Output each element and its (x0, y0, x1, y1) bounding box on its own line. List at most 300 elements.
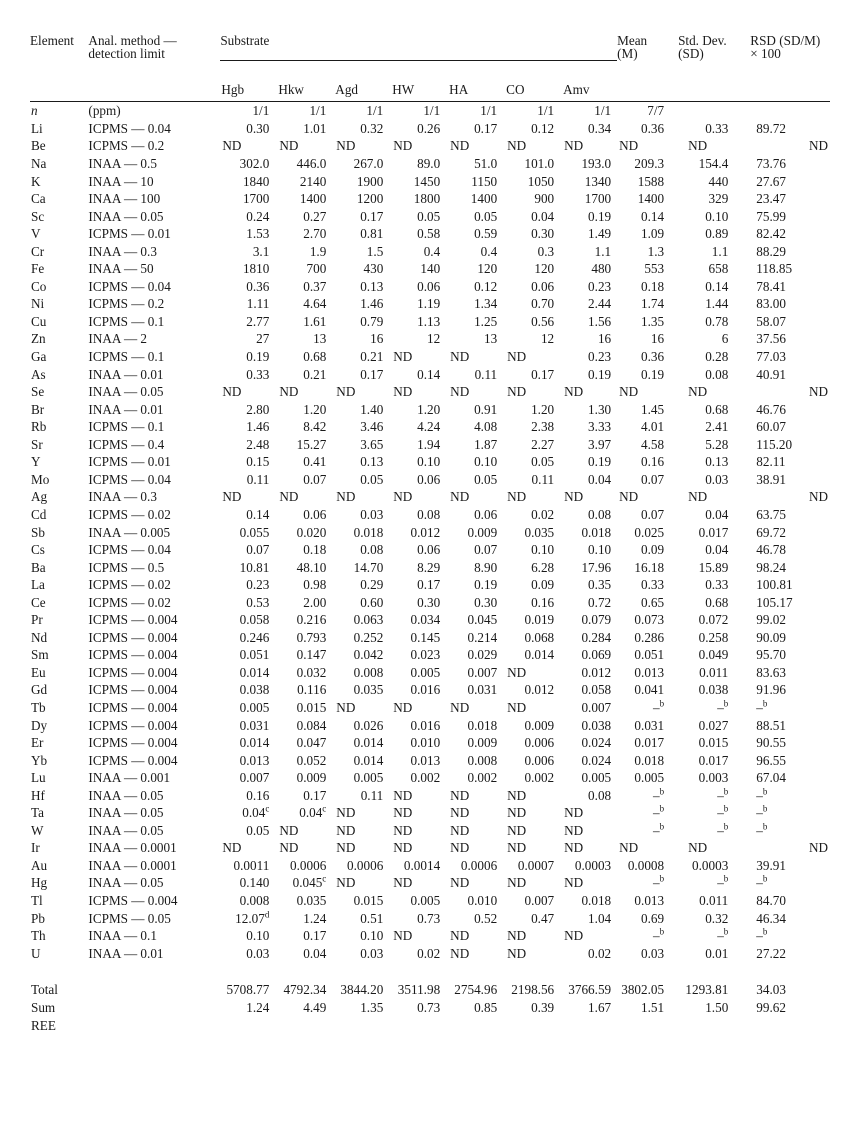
value-hkw: 48.10 (296, 559, 327, 575)
value-std-dev: 15.89 (698, 559, 729, 575)
value-std-dev: 0.027 (698, 717, 729, 733)
value-rsd: –$^b$ (756, 821, 768, 838)
value-mean: 4.58 (641, 436, 665, 452)
value-ha: 0.10 (474, 454, 498, 470)
value-hw: 1/1 (423, 103, 441, 119)
value-amv: 0.08 (588, 506, 612, 522)
value-ha: 8.90 (474, 559, 498, 575)
element-symbol: Co (31, 278, 47, 294)
value-hgb: 2.77 (246, 313, 270, 329)
header-substrate-group (218, 34, 617, 78)
value-hkw: 0.045$^c$ (292, 874, 327, 891)
table-row (30, 523, 830, 541)
value-hw: 0.013 (410, 752, 441, 768)
value-ha: 0.05 (474, 471, 498, 487)
value-mean: –$^b$ (653, 786, 665, 803)
value-amv: 0.19 (588, 454, 612, 470)
summary-agd: 1.35 (360, 1000, 384, 1016)
value-agd: 0.21 (360, 349, 384, 365)
analysis-method: (ppm) (88, 103, 121, 119)
value-hw: ND (393, 349, 413, 365)
value-amv: 1700 (584, 191, 612, 207)
value-hgb: 1.53 (246, 226, 270, 242)
value-amv: 1.1 (594, 243, 612, 259)
header-element (30, 34, 88, 101)
summary-hw: 0.73 (417, 1000, 441, 1016)
value-hkw: 8.42 (303, 419, 327, 435)
value-hkw: 1/1 (309, 103, 327, 119)
value-hkw: 0.0006 (290, 857, 327, 873)
value-amv: 3.33 (588, 419, 612, 435)
table-row (30, 804, 830, 822)
value-ha: 0.11 (474, 366, 498, 382)
value-hkw: 0.04$^c$ (299, 803, 327, 821)
value-agd: ND (336, 875, 356, 891)
value-rsd: 37.56 (756, 331, 786, 347)
header-rsd (750, 34, 830, 101)
element-symbol: Pr (31, 612, 43, 628)
value-hw: 0.08 (417, 506, 441, 522)
value-ha: 0.17 (474, 120, 498, 136)
analysis-method: INAA — 0.3 (88, 489, 157, 505)
value-agd: 267.0 (353, 156, 384, 172)
value-hgb: 0.038 (239, 682, 270, 698)
value-hw: ND (393, 489, 413, 505)
value-hgb: 0.055 (239, 524, 270, 540)
value-mean: 7/7 (647, 103, 665, 119)
value-std-dev: 6 (721, 331, 729, 347)
value-amv: 0.079 (581, 612, 612, 628)
value-ha: 0.0006 (460, 857, 498, 873)
value-ha: 1.34 (474, 296, 498, 312)
value-mean: 16 (650, 331, 665, 347)
value-mean: 1.3 (647, 243, 665, 259)
value-agd: 0.13 (360, 454, 384, 470)
value-rsd: 83.00 (756, 296, 786, 312)
value-hw: 0.05 (417, 208, 441, 224)
element-symbol: Yb (31, 752, 48, 768)
value-co: 1.20 (531, 401, 555, 417)
value-co: 0.002 (524, 770, 555, 786)
table-row (30, 857, 830, 875)
value-mean: 0.69 (641, 910, 665, 926)
element-symbol: Hg (31, 875, 48, 891)
value-hgb: ND (222, 384, 242, 400)
value-agd: 0.05 (360, 471, 384, 487)
value-amv: ND (564, 822, 584, 838)
value-mean: 0.005 (634, 770, 665, 786)
value-ha: 0.59 (474, 226, 498, 242)
table-row (30, 541, 830, 559)
value-mean: 0.65 (641, 594, 665, 610)
table-row (30, 365, 830, 383)
value-mean: –$^b$ (653, 821, 665, 838)
table-row (30, 383, 830, 401)
value-mean: 16.18 (634, 559, 665, 575)
element-concentration-table (30, 34, 830, 1034)
value-amv: 0.012 (581, 664, 612, 680)
analysis-method: INAA — 0.0001 (88, 857, 177, 873)
value-hkw: 13 (313, 331, 327, 347)
value-hw: 0.14 (417, 366, 441, 382)
value-rsd: 39.91 (756, 857, 786, 873)
value-mean: 0.286 (634, 629, 665, 645)
value-hkw: 1.9 (309, 243, 327, 259)
analysis-method: INAA — 50 (88, 261, 154, 277)
value-co: 0.11 (531, 471, 555, 487)
analysis-method: INAA — 0.005 (88, 524, 171, 540)
value-mean: 1400 (637, 191, 665, 207)
value-std-dev: 0.89 (705, 226, 729, 242)
value-hkw: ND (279, 822, 299, 838)
value-hgb: 1/1 (252, 103, 270, 119)
analysis-method: ICPMS — 0.04 (88, 542, 171, 558)
value-ha: 0.214 (467, 629, 498, 645)
header-row-top (30, 34, 830, 78)
value-rsd: ND (808, 138, 828, 154)
element-symbol: Pb (31, 910, 45, 926)
table-row (30, 909, 830, 927)
table-row (30, 629, 830, 647)
value-hw: 89.0 (417, 156, 441, 172)
value-co: 0.05 (531, 454, 555, 470)
value-co: ND (507, 840, 527, 856)
value-hkw: 0.98 (303, 577, 327, 593)
value-agd: 0.042 (353, 647, 384, 663)
value-co: 0.035 (524, 524, 555, 540)
analysis-method: ICPMS — 0.1 (88, 419, 165, 435)
value-co: 0.16 (531, 594, 555, 610)
element-symbol: La (31, 577, 45, 593)
value-std-dev: 0.10 (705, 208, 729, 224)
summary-hgb: 5708.77 (226, 982, 270, 998)
value-std-dev: 0.28 (705, 349, 729, 365)
value-ha: ND (450, 805, 470, 821)
table-row (30, 944, 830, 962)
value-rsd: 95.70 (756, 647, 786, 663)
value-hgb: 0.013 (239, 752, 270, 768)
value-rsd: 91.96 (756, 682, 786, 698)
value-hkw: 0.147 (296, 647, 327, 663)
value-std-dev: 2.41 (705, 419, 729, 435)
value-mean: 0.33 (641, 577, 665, 593)
value-ha: ND (450, 787, 470, 803)
value-hw: 0.17 (417, 577, 441, 593)
header-substrate-label: Substrate (220, 33, 270, 48)
table-row (30, 102, 830, 120)
value-hkw: 0.17 (303, 787, 327, 803)
value-agd: 1200 (356, 191, 384, 207)
value-hkw: 0.035 (296, 892, 327, 908)
element-symbol: Fe (31, 261, 45, 277)
value-rsd: –$^b$ (756, 874, 768, 891)
value-hkw: 0.793 (296, 629, 327, 645)
value-hkw: 0.04 (303, 945, 327, 961)
table-row (30, 278, 830, 296)
analysis-method: INAA — 0.01 (88, 945, 164, 961)
value-agd: 0.03 (360, 506, 384, 522)
value-rsd: 83.63 (756, 664, 786, 680)
value-ha: 120 (477, 261, 498, 277)
element-symbol: Sc (31, 208, 45, 224)
value-std-dev: 0.32 (705, 910, 729, 926)
element-symbol: Br (31, 401, 45, 417)
value-hkw: 0.06 (303, 506, 327, 522)
value-agd: 1900 (356, 173, 384, 189)
value-hkw: 700 (306, 261, 327, 277)
value-hw: 0.06 (417, 278, 441, 294)
value-std-dev: 0.01 (705, 945, 729, 961)
value-ha: 0.018 (467, 717, 498, 733)
value-agd: 0.063 (353, 612, 384, 628)
value-mean: 0.017 (634, 735, 665, 751)
element-symbol: Sb (31, 524, 45, 540)
table-row (30, 313, 830, 331)
analysis-method: ICPMS — 0.2 (88, 138, 165, 154)
element-symbol: Cd (31, 506, 47, 522)
value-hgb: 1.11 (246, 296, 270, 312)
value-ha: 0.91 (474, 401, 498, 417)
analysis-method: INAA — 0.01 (88, 401, 164, 417)
table-row (30, 769, 830, 787)
analysis-method: INAA — 0.001 (88, 770, 171, 786)
table-row (30, 716, 830, 734)
table-row (30, 751, 830, 769)
header-rsd-line1: RSD (SD/M) (750, 33, 821, 48)
analysis-method: ICPMS — 0.004 (88, 664, 178, 680)
table-row (30, 243, 830, 261)
header-substrate-amv: Amv (563, 82, 590, 97)
value-hkw: 2.70 (303, 226, 327, 242)
value-mean: 209.3 (634, 156, 665, 172)
value-rsd: 46.34 (756, 910, 786, 926)
value-std-dev: 658 (708, 261, 729, 277)
value-agd: 1.40 (360, 401, 384, 417)
value-hw: ND (393, 787, 413, 803)
table-row (30, 120, 830, 138)
summary-co: 0.39 (531, 1000, 555, 1016)
value-mean: ND (619, 138, 639, 154)
value-co: ND (507, 384, 527, 400)
value-hkw: 1400 (299, 191, 327, 207)
value-amv: 0.08 (588, 787, 612, 803)
value-rsd: 40.91 (756, 366, 786, 382)
value-co: 0.09 (531, 577, 555, 593)
header-mean-line1: Mean (617, 33, 648, 48)
value-hw: ND (393, 928, 413, 944)
value-agd: 0.81 (360, 226, 384, 242)
value-co: 0.014 (524, 647, 555, 663)
value-std-dev: 0.68 (705, 594, 729, 610)
header-method-line2: detection limit (88, 46, 165, 62)
table-body (30, 102, 830, 962)
value-std-dev: ND (688, 489, 708, 505)
table-row (30, 787, 830, 805)
value-ha: 0.008 (467, 752, 498, 768)
value-hw: 0.10 (417, 454, 441, 470)
value-hw: 0.06 (417, 542, 441, 558)
table-row (30, 295, 830, 313)
value-amv: 480 (591, 261, 612, 277)
header-method (88, 34, 218, 101)
value-mean: 0.14 (641, 208, 665, 224)
summary-co: 2198.56 (511, 982, 555, 998)
value-agd: ND (336, 805, 356, 821)
value-hkw: 15.27 (296, 436, 327, 452)
analysis-method: ICPMS — 0.004 (88, 717, 178, 733)
value-agd: 0.015 (353, 892, 384, 908)
element-symbol: Ta (31, 805, 44, 821)
value-agd: 1.46 (360, 296, 384, 312)
value-co: 0.009 (524, 717, 555, 733)
value-hkw: 0.009 (296, 770, 327, 786)
value-std-dev: ND (688, 384, 708, 400)
value-agd: 16 (370, 331, 384, 347)
value-hw: 1.20 (417, 401, 441, 417)
value-agd: 0.11 (360, 787, 384, 803)
value-hw: 1450 (413, 173, 441, 189)
element-symbol: Rb (31, 419, 47, 435)
value-co: ND (507, 805, 527, 821)
summary-label: Sum (31, 1000, 56, 1016)
table-row (30, 822, 830, 840)
table-row (30, 927, 830, 945)
element-symbol: Sm (31, 647, 49, 663)
analysis-method: INAA — 0.5 (88, 156, 157, 172)
value-ha: 0.010 (467, 892, 498, 908)
value-std-dev: 0.04 (705, 506, 729, 522)
value-mean: 1.09 (641, 226, 665, 242)
value-hgb: 0.04$^c$ (242, 803, 270, 821)
value-std-dev: 0.68 (705, 401, 729, 417)
value-mean: 0.051 (634, 647, 665, 663)
analysis-method: ICPMS — 0.01 (88, 226, 171, 242)
value-hkw: 0.084 (296, 717, 327, 733)
value-hkw: 0.052 (296, 752, 327, 768)
value-amv: ND (564, 489, 584, 505)
element-symbol: Hf (31, 787, 45, 803)
value-agd: 0.32 (360, 120, 384, 136)
element-symbol: Er (31, 735, 44, 751)
value-rsd: 118.85 (756, 261, 793, 277)
value-std-dev: 154.4 (698, 156, 729, 172)
value-mean: –$^b$ (653, 803, 665, 821)
value-std-dev: –$^b$ (717, 821, 729, 838)
value-ha: 1400 (470, 191, 498, 207)
value-agd: 0.10 (360, 928, 384, 944)
value-rsd: 78.41 (756, 278, 786, 294)
value-mean: 1.45 (641, 401, 665, 417)
value-ha: ND (450, 138, 470, 154)
header-substrate-hw: HW (392, 82, 415, 97)
value-hw: 0.73 (417, 910, 441, 926)
value-amv: 0.19 (588, 208, 612, 224)
value-std-dev: 5.28 (705, 436, 729, 452)
value-ha: 51.0 (474, 156, 498, 172)
summary-ha: 2754.96 (454, 982, 498, 998)
value-amv: 1.04 (588, 910, 612, 926)
value-rsd: 98.24 (756, 559, 786, 575)
value-hgb: 0.031 (239, 717, 270, 733)
header-sd-line2: (SD) (678, 46, 704, 62)
value-hw: ND (393, 875, 413, 891)
element-symbol: Dy (31, 717, 48, 733)
value-hgb: 27 (256, 331, 270, 347)
value-agd: ND (336, 699, 356, 715)
value-agd: ND (336, 138, 356, 154)
table-row (30, 453, 830, 471)
value-mean: 0.19 (641, 366, 665, 382)
value-hgb: 0.014 (239, 664, 270, 680)
value-hkw: 0.116 (297, 682, 327, 698)
value-rsd: –$^b$ (756, 926, 768, 944)
table-row (30, 418, 830, 436)
value-std-dev: 0.03 (705, 471, 729, 487)
analysis-method: ICPMS — 0.1 (88, 313, 165, 329)
value-agd: 0.026 (353, 717, 384, 733)
value-amv: 1.30 (588, 401, 612, 417)
value-co: 0.006 (524, 752, 555, 768)
value-rsd: ND (808, 489, 828, 505)
value-ha: 0.029 (467, 647, 498, 663)
substrate-group-rule (220, 60, 617, 61)
value-amv: 0.02 (588, 945, 612, 961)
value-ha: 0.06 (474, 506, 498, 522)
analysis-method: ICPMS — 0.004 (88, 735, 178, 751)
value-co: 0.3 (537, 243, 555, 259)
analysis-method: ICPMS — 0.5 (88, 559, 165, 575)
value-rsd: 82.11 (756, 454, 786, 470)
value-agd: 3.65 (360, 436, 384, 452)
table-row (30, 348, 830, 366)
analysis-method: ICPMS — 0.004 (88, 699, 178, 715)
value-hgb: 0.007 (239, 770, 270, 786)
value-hgb: 2.80 (246, 401, 270, 417)
value-hgb: 3.1 (252, 243, 270, 259)
table-row (30, 260, 830, 278)
value-ha: 0.009 (467, 524, 498, 540)
value-hgb: 0.19 (246, 349, 270, 365)
summary-row (30, 981, 830, 999)
value-std-dev (678, 102, 750, 120)
value-hw: 1.13 (417, 313, 441, 329)
value-hkw: 0.015 (296, 699, 327, 715)
summary-method-blank (88, 981, 218, 999)
value-ha: 0.07 (474, 542, 498, 558)
value-std-dev: 0.015 (698, 735, 729, 751)
value-hw: 0.005 (410, 892, 441, 908)
value-hgb: 2.48 (246, 436, 270, 452)
value-rsd: 77.03 (756, 349, 786, 365)
analysis-method: ICPMS — 0.04 (88, 278, 171, 294)
value-rsd: 73.76 (756, 156, 786, 172)
value-hw: 0.016 (410, 717, 441, 733)
value-hkw: 0.020 (296, 524, 327, 540)
value-co: 2.27 (531, 436, 555, 452)
value-agd: 0.018 (353, 524, 384, 540)
value-ha: ND (450, 875, 470, 891)
value-rsd: 89.72 (756, 120, 786, 136)
summary-row (30, 999, 830, 1017)
table-header (30, 34, 830, 102)
header-method-line1: Anal. method — (88, 33, 177, 48)
value-mean: 0.013 (634, 892, 665, 908)
analysis-method: INAA — 0.05 (88, 875, 164, 891)
value-rsd: 90.55 (756, 735, 786, 751)
value-mean: 0.0008 (627, 857, 665, 873)
value-hkw: 0.17 (303, 928, 327, 944)
analysis-method: ICPMS — 0.004 (88, 612, 178, 628)
